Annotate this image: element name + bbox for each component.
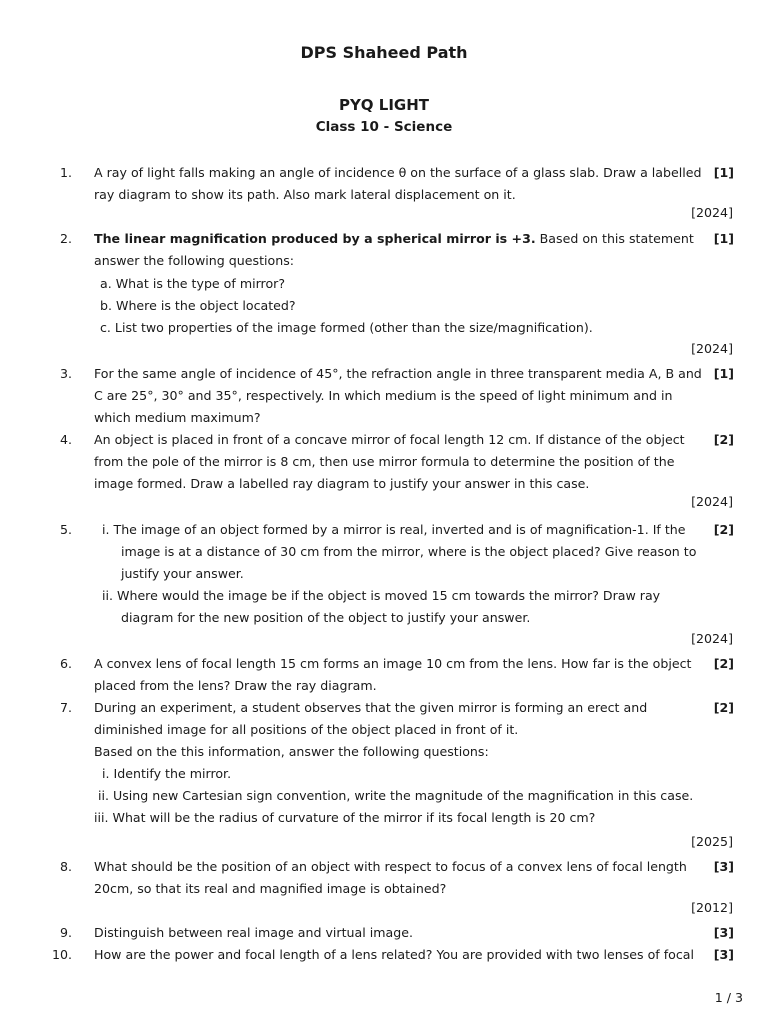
question-text: How are the power and focal length of a lens related? You are provided with two lenses of focal: [94, 947, 695, 962]
question-text: What should be the position of an object with respect to focus of a convex lens of focal length 20cm, so that its real and magnified image is obtained?: [94, 859, 687, 896]
page-title: PYQ LIGHT: [338, 96, 430, 114]
school-name: DPS Shaheed Path: [300, 43, 468, 62]
question-number: 5.: [59, 522, 72, 537]
question-marks: [3]: [713, 947, 734, 962]
sub-question: ii. Where would the image be if the object is moved 15 cm towards the mirror? Draw ray diagram for the new position of the object to justify your answer.: [102, 588, 661, 625]
page-number: 1 / 3: [714, 990, 743, 1005]
sub-question: iii. What will be the radius of curvature of the mirror if its focal length is 20 cm?: [94, 810, 596, 825]
question-text-main: During an experiment, a student observes that the given mirror is forming an erect and diminished image for all positions of the object placed in front of it.: [94, 700, 648, 737]
question-marks: [2]: [713, 700, 734, 715]
question-number: 6.: [59, 656, 72, 671]
question-number: 8.: [59, 859, 72, 874]
question-number: 2.: [59, 231, 72, 246]
question-text: A ray of light falls making an angle of incidence θ on the surface of a glass slab. Draw a labelled ray diagram to show its path. Also mark lateral displacement on it.: [94, 165, 702, 202]
question-marks: [1]: [713, 366, 734, 381]
question-text: [94, 519, 706, 629]
question-text-secondary: Based on the this information, answer the following questions:: [94, 744, 489, 759]
sub-question: c. List two properties of the image formed (other than the size/magnification).: [100, 320, 593, 335]
question-year: [2024]: [691, 631, 733, 646]
question-marks: [3]: [713, 925, 734, 940]
question-marks: [1]: [713, 165, 734, 180]
question-year: [2025]: [691, 834, 733, 849]
question-year: [2024]: [691, 205, 733, 220]
page-subtitle: Class 10 - Science: [315, 119, 453, 135]
question-marks: [3]: [713, 859, 734, 874]
sub-question: a. What is the type of mirror?: [100, 276, 286, 291]
question-text: [94, 228, 706, 339]
sub-question: i. Identify the mirror.: [102, 766, 232, 781]
question-year: [2024]: [691, 341, 733, 356]
question-number: 1.: [59, 165, 72, 180]
question-text: Distinguish between real image and virtual image.: [94, 925, 413, 940]
question-number: 3.: [59, 366, 72, 381]
question-year: [2012]: [691, 900, 733, 915]
sub-question: i. The image of an object formed by a mirror is real, inverted and is of magnification-1. If the image is at a distance of 30 cm from the mirror, where is the object placed? Give reason to justify your answer.: [102, 522, 697, 581]
question-text: An object is placed in front of a concave mirror of focal length 12 cm. If distance of the object from the pole of the mirror is 8 cm, then use mirror formula to determine the position of the image formed. Draw a labelled ray diagram to justify your answer in this case.: [94, 432, 685, 491]
sub-question: ii. Using new Cartesian sign convention, write the magnitude of the magnification in this case.: [98, 788, 694, 803]
question-marks: [2]: [713, 522, 734, 537]
question-number: 9.: [59, 925, 72, 940]
question-marks: [2]: [713, 432, 734, 447]
question-text-rest: Based on this statement answer the following questions:: [94, 231, 694, 268]
question-marks: [2]: [713, 656, 734, 671]
question-year: [2024]: [691, 494, 733, 509]
question-text: For the same angle of incidence of 45°, the refraction angle in three transparent media A, B and C are 25°, 30° and 35°, respectively. In which medium is the speed of light minimum and in which medium maximum?: [94, 366, 702, 425]
sub-question: b. Where is the object located?: [100, 298, 296, 313]
question-marks: [1]: [713, 231, 734, 246]
question-bold-text: The linear magnification produced by a spherical mirror is +3.: [94, 231, 536, 246]
question-number: 4.: [59, 432, 72, 447]
question-number: 10.: [51, 947, 72, 962]
question-number: 7.: [59, 700, 72, 715]
question-text: A convex lens of focal length 15 cm forms an image 10 cm from the lens. How far is the object placed from the lens? Draw the ray diagram.: [94, 656, 692, 693]
question-text: [94, 697, 706, 829]
